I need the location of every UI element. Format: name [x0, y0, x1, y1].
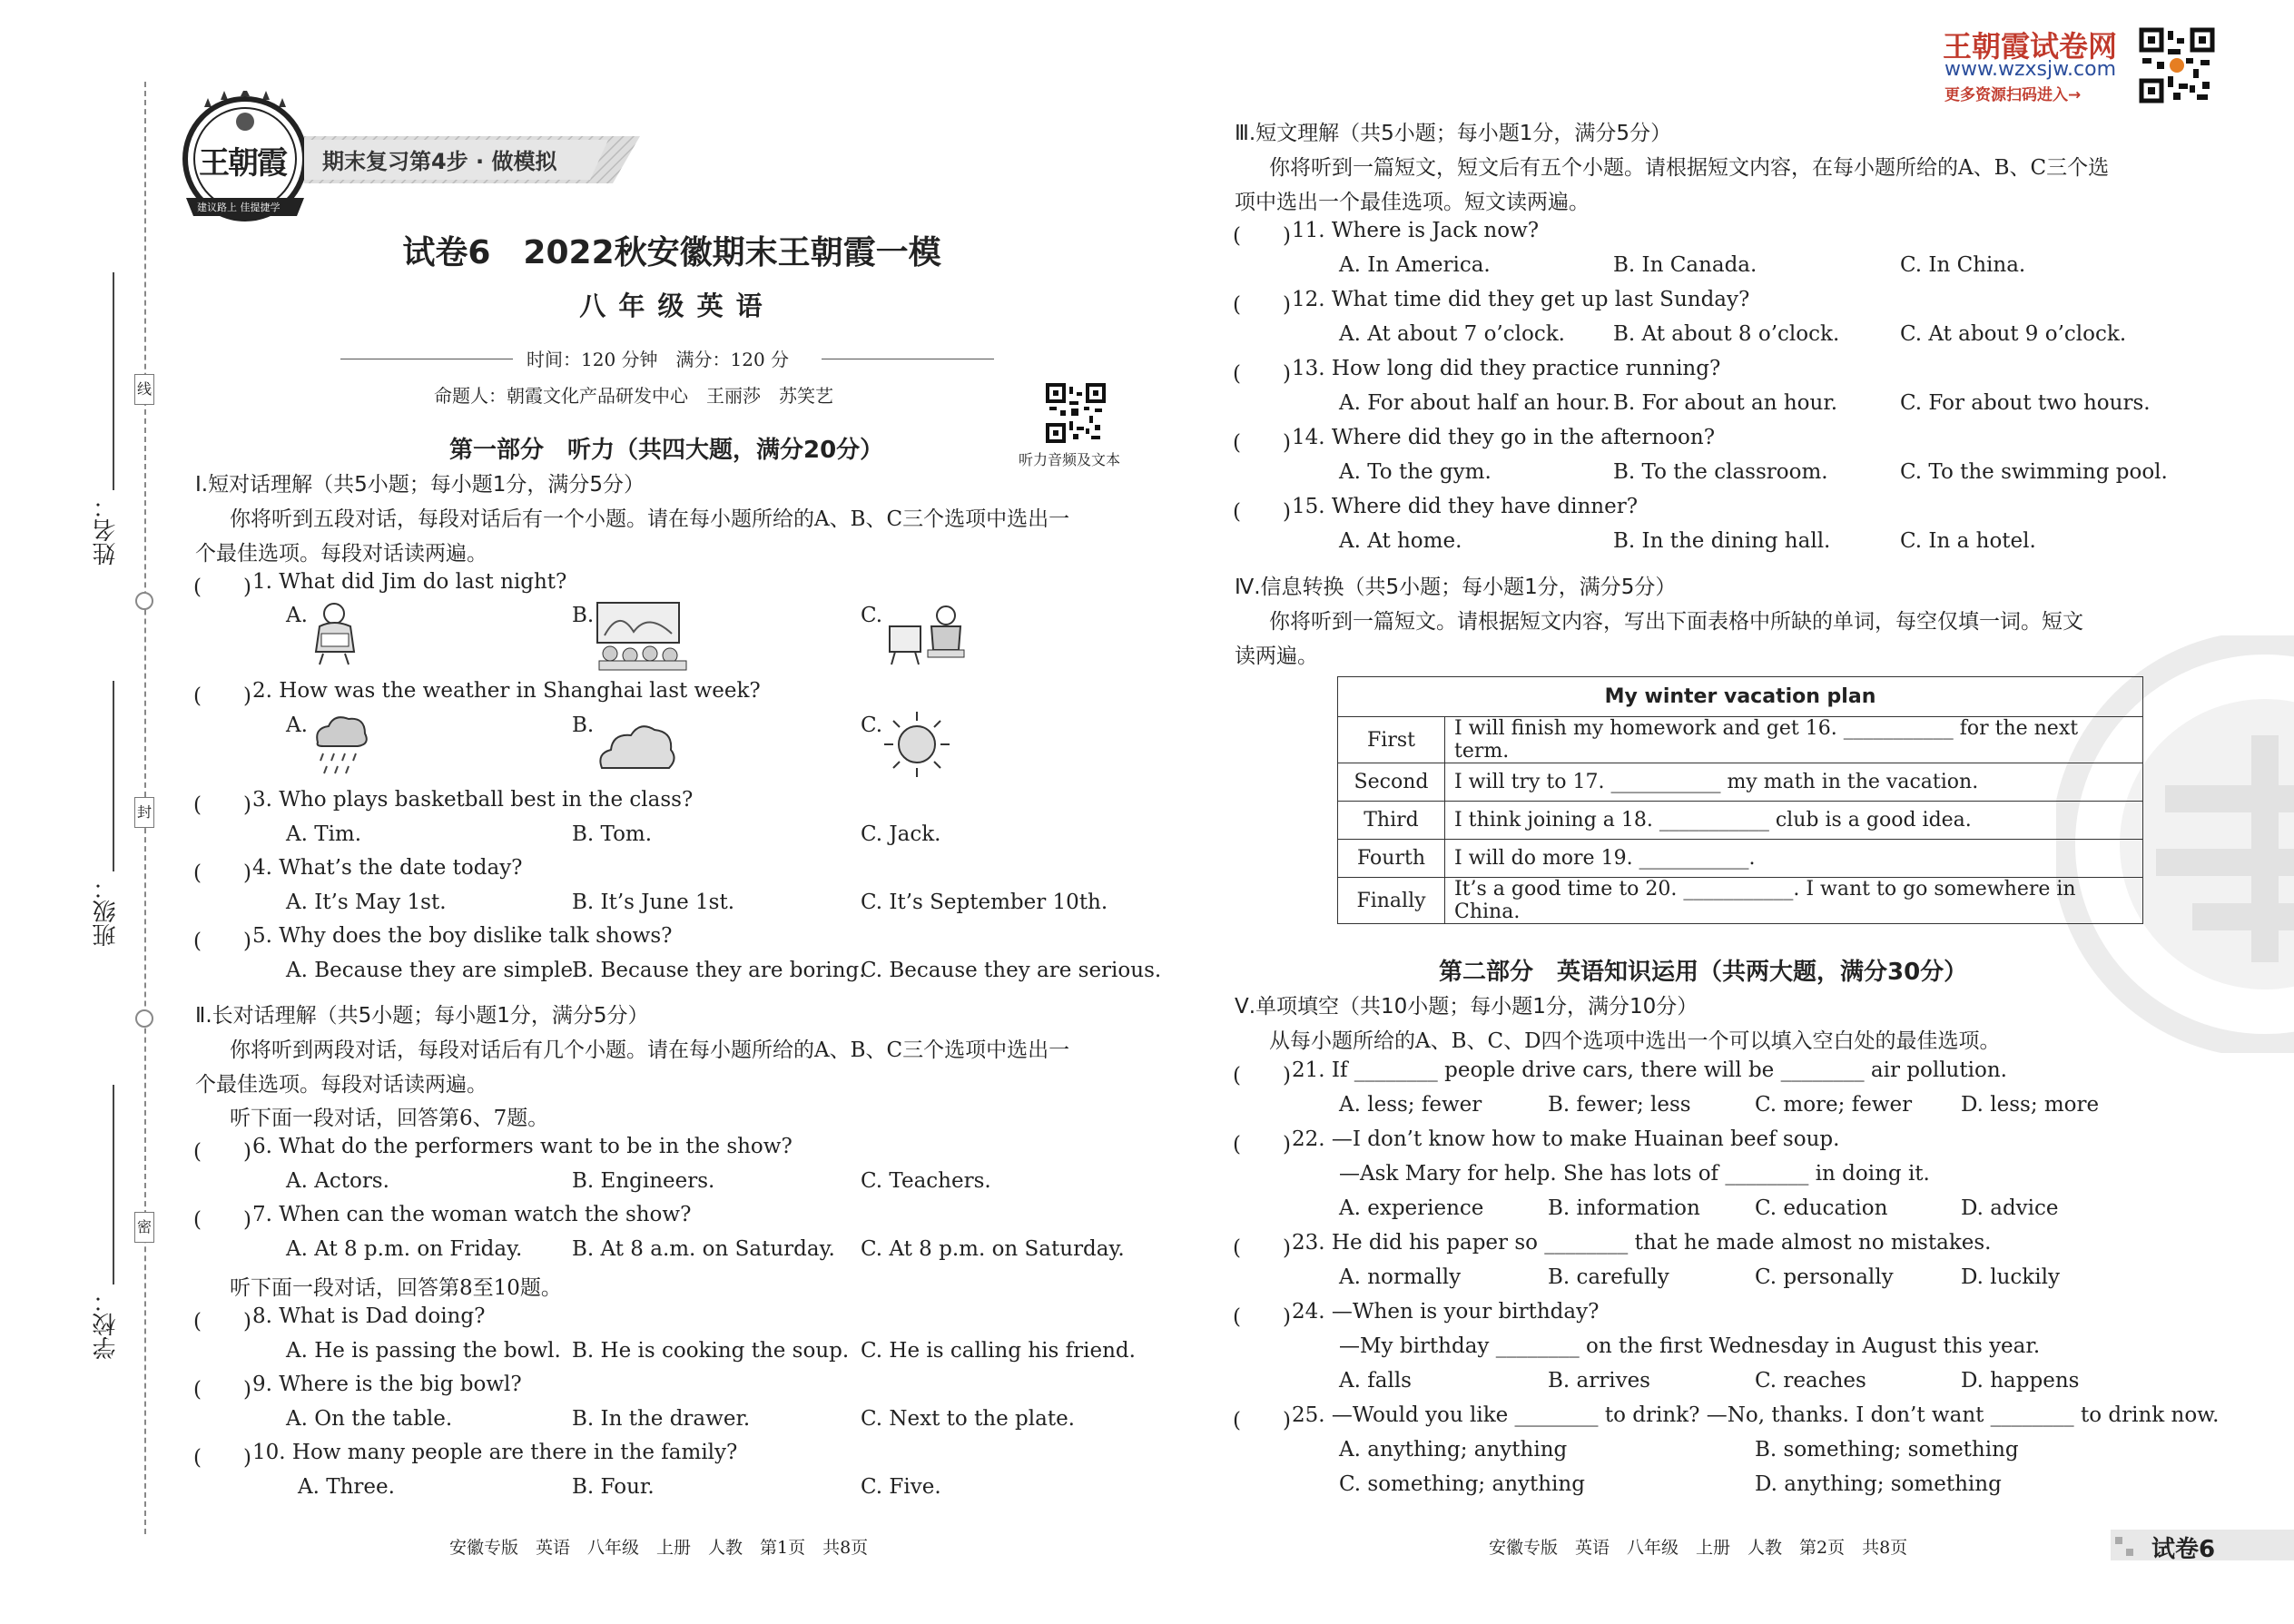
- binding-circle: [135, 1009, 153, 1028]
- question-text: 6. What do the performers want to be in the show?: [252, 1135, 793, 1158]
- banner-text: 期末复习第4步 · 做模拟: [322, 149, 557, 174]
- row-text[interactable]: It’s a good time to 20. ___________. I want to go somewhere in China.: [1445, 878, 2143, 924]
- option-d[interactable]: D. anything; something: [1755, 1472, 2002, 1496]
- part2-heading: 第二部分 英语知识运用（共两大题，满分30分）: [1439, 959, 1968, 986]
- school-write-line: [113, 1085, 114, 1284]
- answer-blank[interactable]: ( ): [193, 1310, 251, 1334]
- question-text: 7. When can the woman watch the show?: [252, 1203, 692, 1226]
- option-a[interactable]: A. Tim.: [286, 822, 362, 846]
- row-label: Fourth: [1338, 840, 1445, 878]
- option-b[interactable]: B. carefully: [1548, 1265, 1669, 1289]
- dialogue-intro: 听下面一段对话，回答第6、7题。: [230, 1107, 549, 1130]
- question-text: 2. How was the weather in Shanghai last week?: [252, 679, 761, 703]
- name-label: 姓名：: [93, 495, 120, 566]
- option-a[interactable]: A. On the table.: [286, 1407, 453, 1431]
- row-text[interactable]: I will finish my homework and get 16. ___________ for the next term.: [1445, 717, 2143, 763]
- option-b[interactable]: B. To the classroom.: [1613, 460, 1828, 484]
- time-info: 时间：120 分钟 满分：120 分: [527, 349, 790, 370]
- binding-circle: [135, 592, 153, 610]
- answer-blank[interactable]: ( ): [193, 861, 251, 885]
- binding-mark-line: 线: [134, 374, 154, 405]
- option-c[interactable]: C. something; anything: [1339, 1472, 1585, 1496]
- option-c[interactable]: C. It’s September 10th.: [861, 891, 1108, 914]
- option-b[interactable]: B.: [572, 604, 595, 627]
- option-d[interactable]: D. less; more: [1961, 1093, 2100, 1117]
- row-text[interactable]: I will do more 19. ___________.: [1445, 840, 2143, 878]
- option-b[interactable]: B. In Canada.: [1613, 253, 1757, 277]
- option-b[interactable]: B. Four.: [572, 1475, 655, 1499]
- answer-blank[interactable]: ( ): [1233, 1133, 1291, 1156]
- option-a[interactable]: A.: [286, 714, 308, 737]
- sec4-instruction: 你将听到一篇短文。请根据短文内容，写出下面表格中所缺的单词，每空仅填一词。短文: [1269, 610, 2083, 634]
- option-c[interactable]: C. At about 9 o’clock.: [1900, 322, 2127, 346]
- page-footer-right: 安徽专版 英语 八年级 上册 人教 第2页 共8页: [1489, 1538, 1908, 1558]
- classroom-picture: [592, 599, 690, 672]
- name-write-line: [113, 272, 114, 490]
- question-text: 25. —Would you like ________ to drink? —No, thanks. I don’t want ________ to drink now.: [1292, 1403, 2220, 1427]
- question-text: 8. What is Dad doing?: [252, 1304, 486, 1328]
- option-b[interactable]: B. information: [1548, 1196, 1700, 1220]
- option-d[interactable]: D. happens: [1961, 1369, 2080, 1393]
- listening-qr-code[interactable]: [1046, 383, 1106, 443]
- answer-blank[interactable]: ( ): [1233, 1064, 1291, 1088]
- answer-blank[interactable]: ( ): [1233, 1305, 1291, 1329]
- option-b[interactable]: B. Engineers.: [572, 1169, 715, 1193]
- option-b[interactable]: B. Because they are boring.: [572, 959, 866, 982]
- question-text: 22. —I don’t know how to make Huainan beef soup.: [1292, 1127, 1840, 1151]
- option-a[interactable]: A. At home.: [1339, 529, 1462, 553]
- class-write-line: [113, 681, 114, 871]
- answer-blank[interactable]: ( ): [193, 1446, 251, 1470]
- rain-icon: [309, 710, 372, 779]
- option-a[interactable]: A. At about 7 o’clock.: [1339, 322, 1565, 346]
- question-text: 15. Where did they have dinner?: [1292, 495, 1639, 518]
- answer-blank[interactable]: ( ): [1233, 1236, 1291, 1260]
- option-c[interactable]: C. For about two hours.: [1900, 391, 2151, 415]
- option-a[interactable]: A. Because they are simple.: [286, 959, 580, 982]
- option-d[interactable]: D. luckily: [1961, 1265, 2060, 1289]
- row-label: Second: [1338, 763, 1445, 802]
- table-title: My winter vacation plan: [1338, 677, 2143, 717]
- option-d[interactable]: D. advice: [1961, 1196, 2059, 1220]
- exam-title: 试卷6 2022秋安徽期末王朝霞一模: [402, 234, 941, 271]
- option-b[interactable]: B. In the dining hall.: [1613, 529, 1831, 553]
- option-b[interactable]: B. At 8 a.m. on Saturday.: [572, 1237, 835, 1261]
- answer-blank[interactable]: ( ): [1233, 500, 1291, 524]
- option-b[interactable]: B. In the drawer.: [572, 1407, 751, 1431]
- answer-blank[interactable]: ( ): [193, 684, 251, 708]
- brand-name: 王朝霞试卷网: [1943, 29, 2118, 64]
- sec2-heading: Ⅱ.长对话理解（共5小题；每小题1分，满分5分）: [195, 1004, 649, 1028]
- option-c[interactable]: C. In China.: [1900, 253, 2026, 277]
- answer-blank[interactable]: ( ): [193, 930, 251, 953]
- answer-blank[interactable]: ( ): [1233, 1409, 1291, 1432]
- option-b[interactable]: B. It’s June 1st.: [572, 891, 735, 914]
- option-a[interactable]: A. Three.: [298, 1475, 395, 1499]
- question-text: 13. How long did they practice running?: [1292, 357, 1721, 380]
- question-text: 14. Where did they go in the afternoon?: [1292, 426, 1716, 449]
- table-row: [1338, 840, 2143, 878]
- option-c[interactable]: C. Because they are serious.: [861, 959, 1162, 982]
- option-c[interactable]: C. In a hotel.: [1900, 529, 2036, 553]
- sec2-instruction: 你将听到两段对话，每段对话后有几个小题。请在每小题所给的A、B、C三个选项中选出一: [230, 1038, 1070, 1062]
- option-b[interactable]: B. At about 8 o’clock.: [1613, 322, 1840, 346]
- boy-reading-picture: [309, 599, 363, 667]
- option-b[interactable]: B. arrives: [1548, 1369, 1650, 1393]
- sec5-heading: Ⅴ.单项填空（共10小题；每小题1分，满分10分）: [1235, 995, 1698, 1019]
- option-b[interactable]: B.: [572, 714, 595, 737]
- sec3-instruction: 你将听到一篇短文，短文后有五个小题。请根据短文内容，在每小题所给的A、B、C三个选: [1269, 156, 2110, 180]
- question-text: 12. What time did they get up last Sunday?: [1292, 288, 1750, 311]
- option-c[interactable]: C.: [861, 604, 883, 627]
- option-a[interactable]: A. In America.: [1339, 253, 1491, 277]
- option-a[interactable]: A. He is passing the bowl.: [286, 1339, 561, 1363]
- option-a[interactable]: A. anything; anything: [1339, 1438, 1568, 1462]
- authors: 命题人：朝霞文化产品研发中心 王丽莎 苏笑艺: [434, 385, 833, 407]
- option-c[interactable]: C. Next to the plate.: [861, 1407, 1075, 1431]
- option-c[interactable]: C. more; fewer: [1755, 1093, 1913, 1117]
- sec1-instruction-cont: 个最佳选项。每段对话读两遍。: [195, 542, 487, 566]
- vacation-plan-table: [1337, 676, 2143, 924]
- row-text[interactable]: I will try to 17. ___________ my math in the vacation.: [1445, 763, 2143, 802]
- option-a[interactable]: A. experience: [1339, 1196, 1484, 1220]
- option-c[interactable]: C.: [861, 714, 883, 737]
- brand-logo: [177, 91, 313, 227]
- binding-mark-seal: 封: [134, 797, 154, 828]
- answer-blank[interactable]: ( ): [193, 1140, 251, 1164]
- question-text-line2: —Ask Mary for help. She has lots of ________ in doing it.: [1339, 1162, 1930, 1186]
- banner: [304, 136, 640, 183]
- option-c[interactable]: C. personally: [1755, 1265, 1894, 1289]
- option-c[interactable]: C. He is calling his friend.: [861, 1339, 1136, 1363]
- sun-icon: [882, 710, 951, 779]
- question-text: 10. How many people are there in the family?: [252, 1441, 738, 1464]
- cloud-icon: [595, 717, 678, 777]
- table-row: [1338, 802, 2143, 840]
- question-text: 24. —When is your birthday?: [1292, 1300, 1600, 1324]
- row-label: Third: [1338, 802, 1445, 840]
- question-text: 4. What’s the date today?: [252, 856, 523, 880]
- answer-blank[interactable]: ( ): [193, 1378, 251, 1402]
- answer-blank[interactable]: ( ): [1233, 362, 1291, 386]
- option-a[interactable]: A.: [286, 604, 308, 627]
- option-c[interactable]: C. education: [1755, 1196, 1888, 1220]
- subject-title: 八 年 级 英 语: [579, 290, 764, 321]
- binding-mark-secret: 密: [134, 1212, 154, 1243]
- logo-ribbon: 建议路上 佳提捷学: [197, 202, 281, 213]
- option-c[interactable]: C. At 8 p.m. on Saturday.: [861, 1237, 1125, 1261]
- sec3-heading: Ⅲ.短文理解（共5小题；每小题1分，满分5分）: [1235, 122, 1672, 145]
- boy-watching-tv-picture: [882, 599, 970, 668]
- footer-dot: [2126, 1549, 2133, 1556]
- answer-blank[interactable]: ( ): [1233, 431, 1291, 455]
- option-a[interactable]: A. Actors.: [286, 1169, 389, 1193]
- brand-url[interactable]: www.wzxsjw.com: [1944, 58, 2117, 81]
- page-footer-left: 安徽专版 英语 八年级 上册 人教 第1页 共8页: [449, 1538, 869, 1558]
- row-text[interactable]: I think joining a 18. ___________ club is a good idea.: [1445, 802, 2143, 840]
- question-text-line2: —My birthday ________ on the first Wednesday in August this year.: [1339, 1334, 2041, 1358]
- option-c[interactable]: C. Teachers.: [861, 1169, 991, 1193]
- sec3-instruction-cont: 项中选出一个最佳选项。短文读两遍。: [1235, 191, 1590, 214]
- option-a[interactable]: A. For about half an hour.: [1339, 391, 1610, 415]
- option-c[interactable]: C. Jack.: [861, 822, 941, 846]
- brand-qr-code[interactable]: [2139, 27, 2215, 103]
- question-text: 5. Why does the boy dislike talk shows?: [252, 924, 673, 948]
- option-a[interactable]: A. falls: [1339, 1369, 1412, 1393]
- sec5-instruction: 从每小题所给的A、B、C、D四个选项中选出一个可以填入空白处的最佳选项。: [1269, 1029, 2001, 1053]
- option-b[interactable]: B. fewer; less: [1548, 1093, 1691, 1117]
- sec1-instruction: 你将听到五段对话，每段对话后有一个小题。请在每小题所给的A、B、C三个选项中选出一: [230, 507, 1070, 531]
- class-label: 班级：: [93, 876, 120, 947]
- option-b[interactable]: B. He is cooking the soup.: [572, 1339, 850, 1363]
- dialogue-intro: 听下面一段对话，回答第8至10题。: [230, 1276, 562, 1300]
- table-row: [1338, 763, 2143, 802]
- option-a[interactable]: A. To the gym.: [1339, 460, 1492, 484]
- sec4-heading: Ⅳ.信息转换（共5小题；每小题1分，满分5分）: [1235, 576, 1677, 599]
- option-b[interactable]: B. something; something: [1755, 1438, 2019, 1462]
- answer-blank[interactable]: ( ): [193, 576, 251, 599]
- option-a[interactable]: A. less; fewer: [1339, 1093, 1482, 1117]
- brand-tip: 更多资源扫码进入→: [1944, 86, 2082, 104]
- logo-text: 王朝霞: [199, 145, 286, 182]
- row-label: First: [1338, 717, 1445, 763]
- sec4-instruction-cont: 读两遍。: [1235, 645, 1318, 668]
- paper-tag: 试卷6: [2151, 1536, 2216, 1563]
- answer-blank[interactable]: ( ): [1233, 224, 1291, 248]
- option-a[interactable]: A. At 8 p.m. on Friday.: [286, 1237, 523, 1261]
- question-text: 1. What did Jim do last night?: [252, 570, 567, 594]
- question-text: 11. Where is Jack now?: [1292, 219, 1540, 242]
- question-text: 21. If ________ people drive cars, there will be ________ air pollution.: [1292, 1058, 2007, 1082]
- table-row: [1338, 717, 2143, 763]
- sec1-heading: Ⅰ.短对话理解（共5小题；每小题1分，满分5分）: [195, 473, 645, 497]
- answer-blank[interactable]: ( ): [1233, 293, 1291, 317]
- part1-heading: 第一部分 听力（共四大题，满分20分）: [449, 437, 884, 464]
- school-label: 学校：: [93, 1289, 120, 1360]
- option-b[interactable]: B. For about an hour.: [1613, 391, 1838, 415]
- question-text: 3. Who plays basketball best in the class?: [252, 788, 694, 812]
- qr-caption: 听力音频及文本: [1019, 451, 1121, 468]
- option-a[interactable]: A. It’s May 1st.: [286, 891, 447, 914]
- question-text: 23. He did his paper so ________ that he made almost no mistakes.: [1292, 1231, 1992, 1255]
- answer-blank[interactable]: ( ): [193, 793, 251, 817]
- option-a[interactable]: A. normally: [1339, 1265, 1462, 1289]
- option-b[interactable]: B. Tom.: [572, 822, 653, 846]
- footer-dot: [2115, 1537, 2122, 1544]
- option-c[interactable]: C. Five.: [861, 1475, 941, 1499]
- sec2-instruction-cont: 个最佳选项。每段对话读两遍。: [195, 1073, 487, 1097]
- answer-blank[interactable]: ( ): [193, 1208, 251, 1232]
- row-label: Finally: [1338, 878, 1445, 924]
- table-row: [1338, 878, 2143, 924]
- question-text: 9. Where is the big bowl?: [252, 1373, 522, 1396]
- option-c[interactable]: C. To the swimming pool.: [1900, 460, 2168, 484]
- option-c[interactable]: C. reaches: [1755, 1369, 1866, 1393]
